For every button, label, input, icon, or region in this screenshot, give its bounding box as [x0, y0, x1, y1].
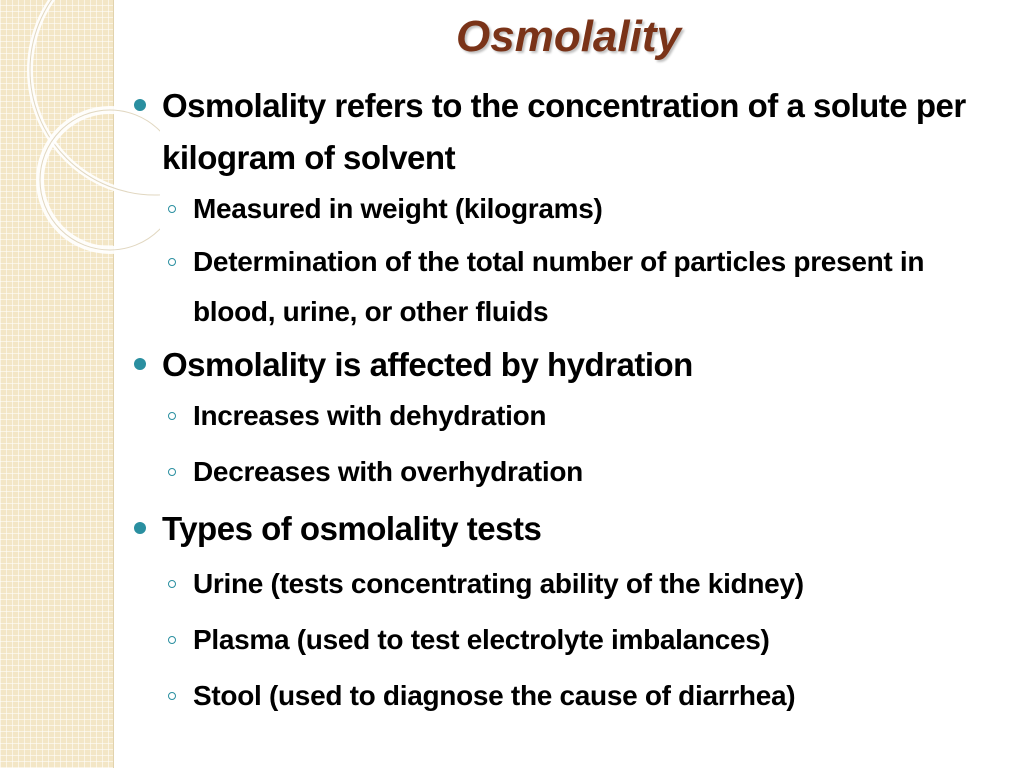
sub-bullet-text: Stool (used to diagnose the cause of diarrhea)	[193, 680, 796, 711]
sub-bullet-text: Measured in weight (kilograms)	[193, 193, 603, 224]
sub-bullet-ring-icon	[168, 580, 176, 588]
bullet-item	[130, 80, 1010, 184]
sub-bullet-text: Decreases with overhydration	[193, 456, 583, 487]
sub-bullet-text: Determination of the total number of particles present in blood, urine, or other fluids	[193, 246, 925, 327]
sub-bullet-item	[130, 615, 1010, 665]
sub-bullet-ring-icon	[168, 205, 176, 213]
sub-bullet-item	[130, 184, 1010, 234]
bullet-text: Osmolality is affected by hydration	[162, 346, 693, 383]
sub-bullet-text: Increases with dehydration	[193, 400, 547, 431]
slide-title: Osmolality	[456, 12, 681, 61]
sub-bullet-ring-icon	[168, 636, 176, 644]
bullet-dot-icon	[134, 99, 146, 111]
bullet-item	[130, 503, 1010, 555]
sub-bullet-ring-icon	[168, 412, 176, 420]
sub-bullet-item	[130, 237, 1010, 337]
sub-bullet-item	[130, 559, 1010, 609]
sub-bullet-ring-icon	[168, 468, 176, 476]
sub-bullet-text: Plasma (used to test electrolyte imbalances)	[193, 624, 770, 655]
bullet-item	[130, 339, 1010, 391]
slide-content	[130, 80, 1010, 721]
sub-bullet-ring-icon	[168, 692, 176, 700]
sub-bullet-item	[130, 391, 1010, 441]
sub-bullet-ring-icon	[168, 258, 176, 266]
sub-bullet-text: Urine (tests concentrating ability of the kidney)	[193, 568, 804, 599]
sub-bullet-item	[130, 447, 1010, 497]
sub-bullet-item	[130, 671, 1010, 721]
bullet-dot-icon	[134, 522, 146, 534]
bullet-text: Osmolality refers to the concentration of a solute per kilogram of solvent	[162, 87, 966, 176]
bullet-text: Types of osmolality tests	[162, 510, 542, 547]
bullet-dot-icon	[134, 358, 146, 370]
